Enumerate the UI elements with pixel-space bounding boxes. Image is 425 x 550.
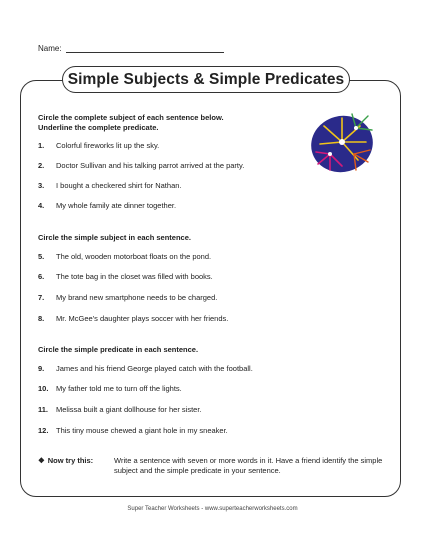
item-number: 3. [38,181,45,190]
item-number: 4. [38,201,45,210]
list-item [38,405,202,415]
item-text: My whole family ate dinner together. [56,201,177,210]
item-number: 1. [38,141,45,150]
list-item [38,201,176,211]
item-text: The tote bag in the closet was filled with books. [56,272,213,281]
item-number: 6. [38,272,45,281]
now-try-this [38,456,389,476]
item-number: 7. [38,293,45,302]
instruction-line: Circle the complete subject of each sentence below. [38,113,224,122]
footer: Super Teacher Worksheets - www.superteacherworksheets.com [127,506,298,512]
list-item [38,314,228,324]
page-title: Simple Subjects & Simple Predicates [67,70,345,88]
item-number: 5. [38,252,45,261]
list-item [38,181,182,191]
list-item [38,272,213,282]
item-number: 11. [38,405,49,414]
item-text: I bought a checkered shirt for Nathan. [56,181,182,190]
list-item [38,426,228,436]
item-text: The old, wooden motorboat floats on the pond. [56,252,212,261]
item-text: James and his friend George played catch with the football. [56,364,253,373]
try-label [38,456,114,476]
instruction-line: Underline the complete predicate. [38,123,159,132]
item-text: Melissa built a giant dollhouse for her sister. [56,405,202,414]
item-number: 12. [38,426,49,435]
item-number: 9. [38,364,45,373]
section2-instruction: Circle the simple subject in each sentence. [38,233,191,242]
list-item [38,252,211,262]
item-text: Doctor Sullivan and his talking parrot arrived at the party. [56,161,245,170]
try-text: Write a sentence with seven or more words in it. Have a friend identify the simple subject and the simple predicate in your sentence. [114,456,383,475]
list-item [38,364,253,374]
item-text: My brand new smartphone needs to be charged. [56,293,218,302]
name-label: Name: [38,44,62,53]
item-text: Colorful fireworks lit up the sky. [56,141,160,150]
diamond-bullet-icon: ❖ [38,456,45,465]
list-item [38,161,244,171]
item-number: 10. [38,384,49,393]
try-label-text: Now try this: [47,456,94,465]
item-text: This tiny mouse chewed a giant hole in my sneaker. [56,426,228,435]
item-text: My father told me to turn off the lights. [56,384,182,393]
item-number: 2. [38,161,45,170]
list-item [38,384,182,394]
section1-instruction [38,113,224,133]
list-item [38,293,217,303]
item-text: Mr. McGee's daughter plays soccer with her friends. [56,314,229,323]
title-banner [62,66,350,93]
list-item [38,141,159,151]
item-number: 8. [38,314,45,323]
section3-instruction: Circle the simple predicate in each sentence. [38,345,199,354]
